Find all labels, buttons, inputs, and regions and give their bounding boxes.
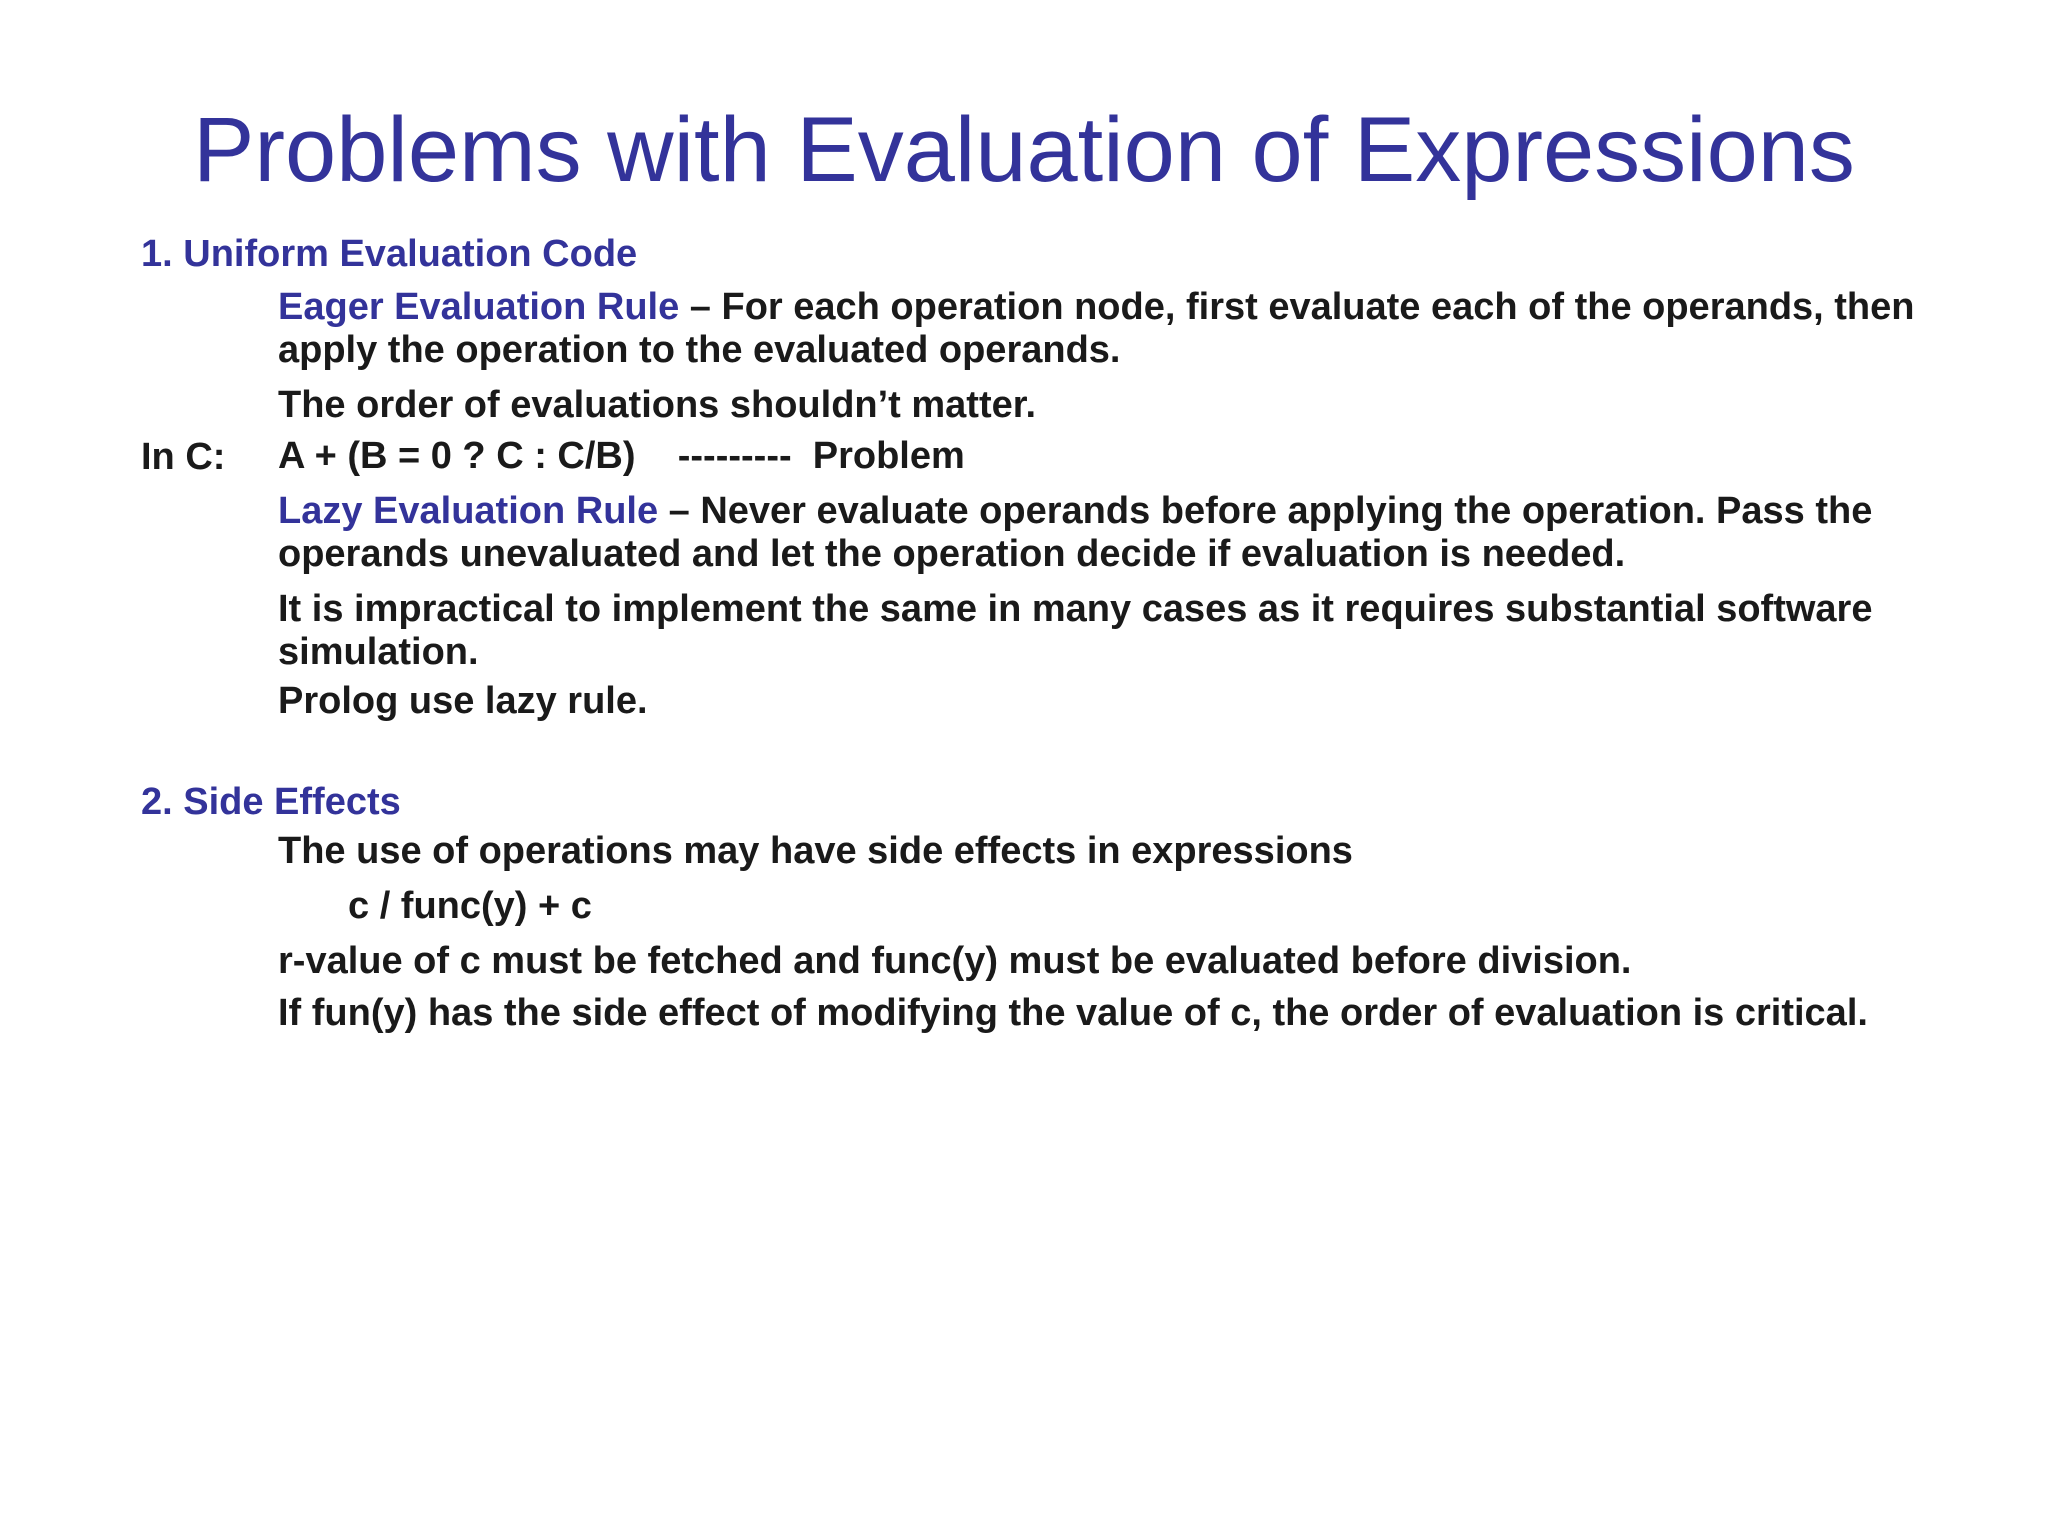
rvalue-paragraph: r-value of c must be fetched and func(y) must be evaluated before division. [278,940,1632,982]
prolog-paragraph: Prolog use lazy rule. [278,680,648,722]
section-heading-side-effects: 2. Side Effects [141,781,401,823]
side-effects-intro: The use of operations may have side effects in expressions [278,830,1353,872]
in-c-label: In C: [141,436,226,478]
lazy-rule-term: Lazy Evaluation Rule [278,490,659,532]
in-c-example: A + (B = 0 ? C : C/B) --------- Problem [278,435,965,477]
critical-paragraph: If fun(y) has the side effect of modifying the value of c, the order of evaluation is critical. [278,992,1868,1034]
slide-title: Problems with Evaluation of Expressions [193,99,1855,201]
order-paragraph: The order of evaluations shouldn’t matter. [278,384,1036,426]
impractical-paragraph: It is impractical to implement the same in many cases as it requires substantial software simulation. [278,588,1873,673]
eager-rule-paragraph [278,286,1918,372]
section-heading-uniform-evaluation: 1. Uniform Evaluation Code [141,233,638,275]
lazy-rule-paragraph [278,490,1918,576]
eager-rule-term: Eager Evaluation Rule [278,286,680,328]
eager-rule-text: – For each operation node, first evaluate each of the operands, then apply the operation to the evaluated operands. [278,286,1915,371]
lazy-rule-text: – Never evaluate operands before applying the operation. Pass the operands unevaluated and let the operation decide if evaluation is needed. [278,490,1873,575]
side-effects-code-example: c / func(y) + c [348,885,592,927]
